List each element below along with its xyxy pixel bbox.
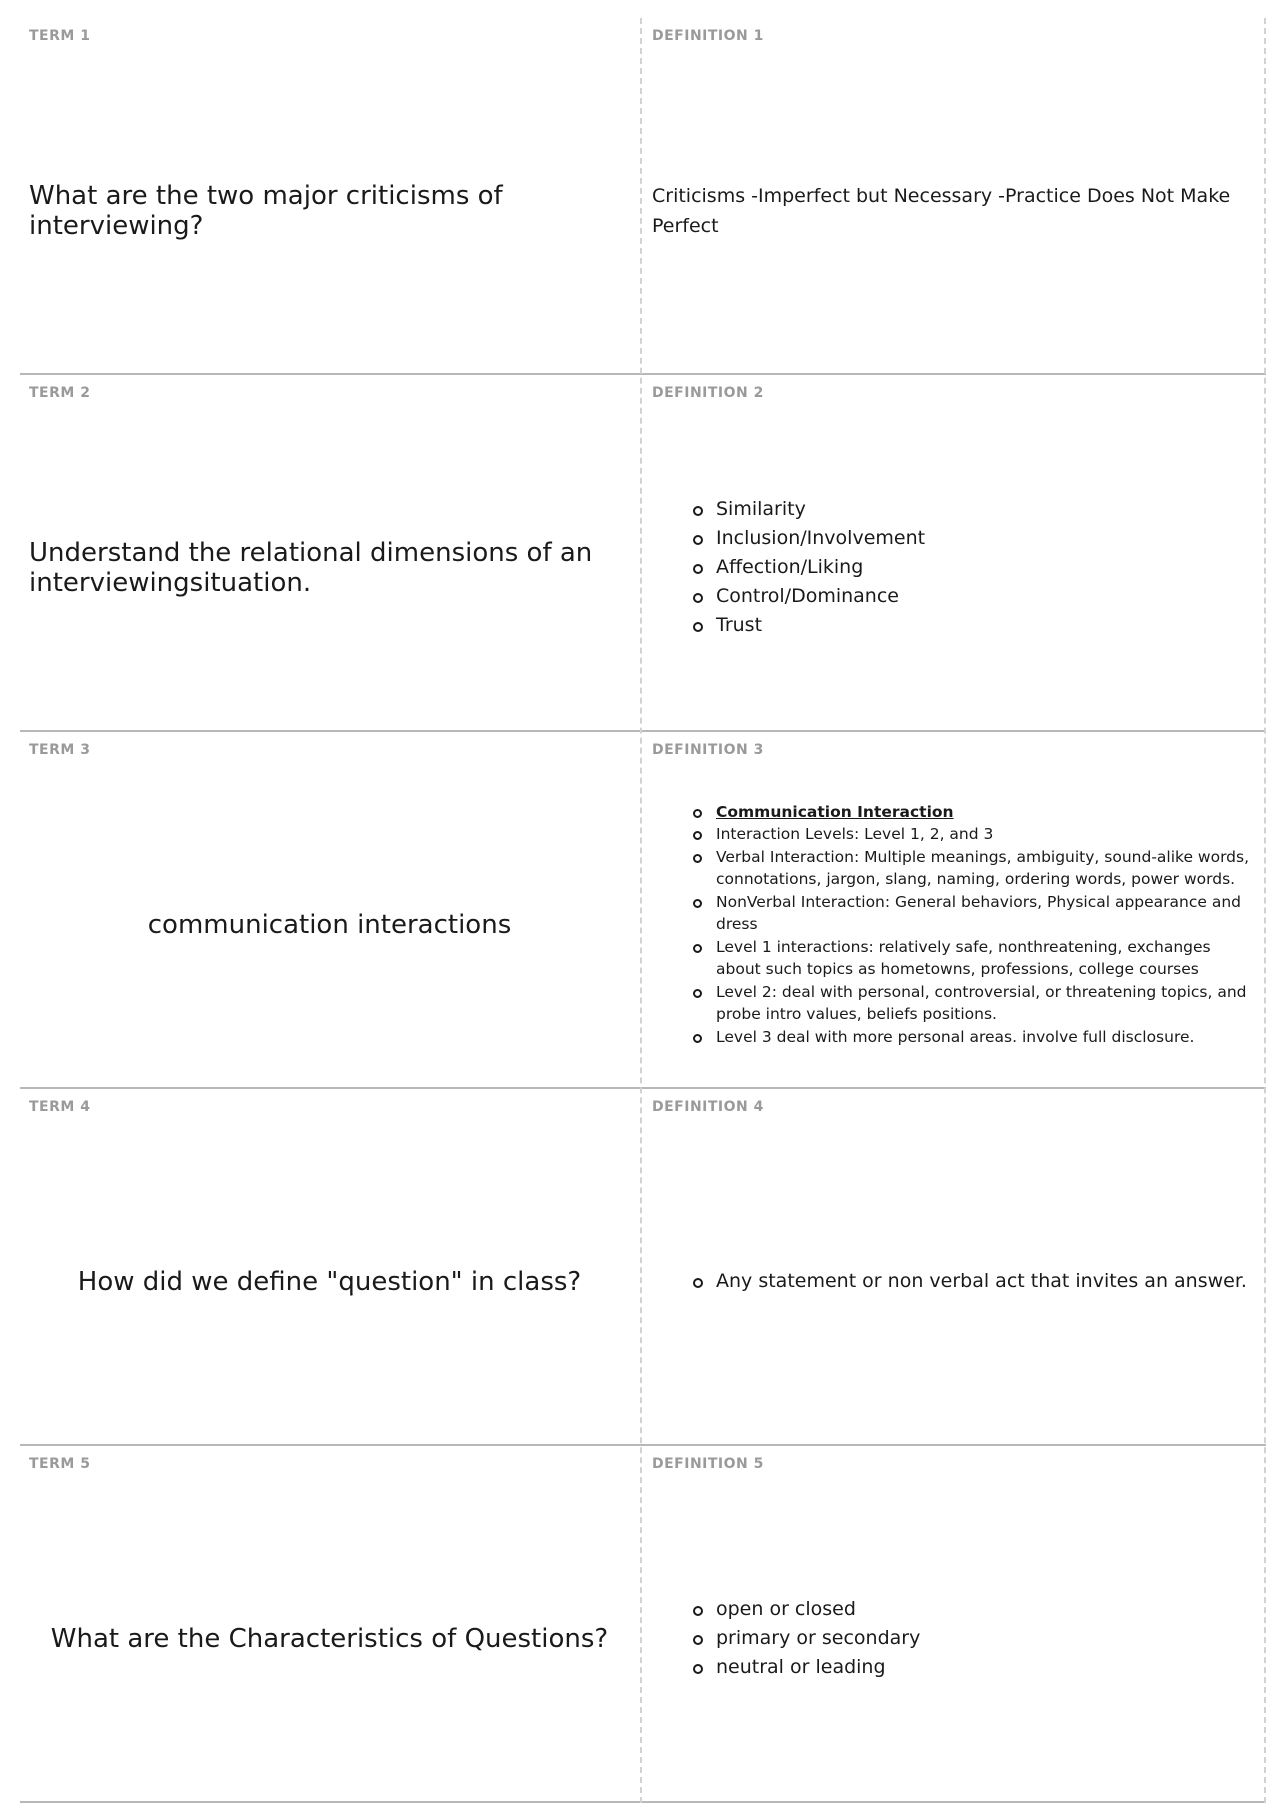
card-row-1 <box>20 18 1266 375</box>
term-cell <box>20 732 640 1087</box>
definition-list <box>652 495 925 640</box>
term-label: TERM 5 <box>29 1456 91 1472</box>
term-text: How did we define "question" in class? <box>77 1266 582 1297</box>
definition-cell <box>642 18 1266 373</box>
list-item: Level 2: deal with personal, controversial, or threatening topics, and probe intro values, beliefs positions. <box>716 981 1258 1026</box>
definition-list <box>652 801 1258 1049</box>
right-cut-line <box>1264 18 1266 1803</box>
card-row-3 <box>20 732 1266 1089</box>
term-cell <box>20 1446 640 1801</box>
list-item: open or closed <box>716 1595 920 1624</box>
definition-cell <box>642 375 1266 730</box>
list-item: Level 1 interactions: relatively safe, nonthreatening, exchanges about such topics as hometowns, professions, college courses <box>716 936 1258 981</box>
list-item: Affection/Liking <box>716 553 925 582</box>
card-row-5 <box>20 1446 1266 1803</box>
list-item: Trust <box>716 611 925 640</box>
card-row-2 <box>20 375 1266 732</box>
term-label: TERM 4 <box>29 1099 91 1115</box>
list-item: Inclusion/Involvement <box>716 524 925 553</box>
definition-cell <box>642 1446 1266 1801</box>
list-item: Verbal Interaction: Multiple meanings, ambiguity, sound-alike words, connotations, jargon, slang, naming, ordering words, power words. <box>716 846 1258 891</box>
definition-label: DEFINITION 3 <box>652 742 764 758</box>
column-divider <box>640 18 642 1803</box>
term-cell <box>20 375 640 730</box>
term-label: TERM 3 <box>29 742 91 758</box>
definition-cell <box>642 732 1266 1087</box>
term-text: What are the two major criticisms of interviewing? <box>29 180 503 241</box>
flashcard-sheet <box>20 18 1267 1803</box>
term-cell <box>20 1089 640 1444</box>
list-item: NonVerbal Interaction: General behaviors, Physical appearance and dress <box>716 891 1258 936</box>
term-label: TERM 2 <box>29 385 91 401</box>
definition-label: DEFINITION 5 <box>652 1456 764 1472</box>
definition-label: DEFINITION 1 <box>652 28 764 44</box>
list-item: Any statement or non verbal act that invites an answer. <box>716 1267 1247 1296</box>
list-item: primary or secondary <box>716 1624 920 1653</box>
definition-text: Criticisms -Imperfect but Necessary -Practice Does Not Make Perfect <box>652 184 1231 237</box>
definition-list <box>652 1267 1247 1296</box>
term-cell <box>20 18 640 373</box>
list-item: neutral or leading <box>716 1653 920 1682</box>
list-item: Interaction Levels: Level 1, 2, and 3 <box>716 823 1258 846</box>
definition-label: DEFINITION 2 <box>652 385 764 401</box>
definition-list <box>652 1595 920 1682</box>
definition-label: DEFINITION 4 <box>652 1099 764 1115</box>
list-item-heading: Communication Interaction <box>716 801 1258 824</box>
list-item: Level 3 deal with more personal areas. involve full disclosure. <box>716 1026 1258 1049</box>
list-item: Control/Dominance <box>716 582 925 611</box>
card-row-4 <box>20 1089 1266 1446</box>
term-label: TERM 1 <box>29 28 91 44</box>
term-text: What are the Characteristics of Questions? <box>50 1623 609 1654</box>
definition-cell <box>642 1089 1266 1444</box>
term-text: communication interactions <box>147 909 512 940</box>
term-text: Understand the relational dimensions of an interviewingsituation. <box>29 537 593 598</box>
list-item: Similarity <box>716 495 925 524</box>
